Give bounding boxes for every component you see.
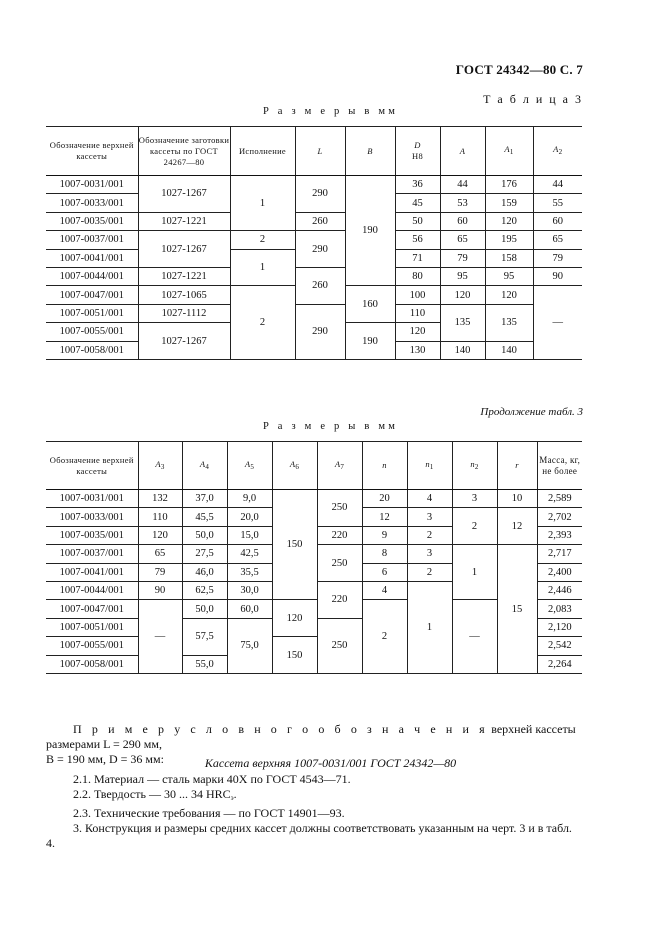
table-cell: 120	[272, 600, 317, 637]
table-cell: 1027-1267	[138, 323, 230, 360]
table-cell: 20	[362, 490, 407, 508]
table-cell: 60	[533, 212, 582, 230]
col-A1: $A_1$	[485, 127, 533, 176]
col-n2: $n_2$	[452, 442, 497, 490]
table-cell: 9,0	[227, 490, 272, 508]
col-A7: $A_7$	[317, 442, 362, 490]
col-n: n	[362, 442, 407, 490]
table-cell: 1	[452, 545, 497, 600]
table-cell: 1007-0035/001	[46, 526, 138, 544]
table-cell: 160	[345, 286, 395, 323]
table-3-part-2	[46, 441, 582, 674]
table-cell: 1007-0044/001	[46, 267, 138, 285]
col-n1: $n_1$	[407, 442, 452, 490]
table-cell: 9	[362, 526, 407, 544]
table-cell: 140	[440, 341, 485, 359]
col-A4: $A_4$	[182, 442, 227, 490]
col-D	[395, 127, 440, 176]
table-cell: 260	[295, 267, 345, 304]
col-A: A	[440, 127, 485, 176]
table-cell: 2,446	[537, 581, 582, 599]
dimensions-label: Р а з м е р ы в мм	[262, 106, 399, 117]
table-cell: 27,5	[182, 545, 227, 563]
table-cell: 1	[230, 176, 295, 231]
table-cell: 2,400	[537, 563, 582, 581]
col-version: Исполнение	[230, 127, 295, 176]
table-cell: 90	[138, 581, 182, 599]
table-cell: 3	[452, 490, 497, 508]
example-text: верхней кассеты размерами L = 290 мм,	[46, 722, 576, 751]
table-cell: —	[452, 600, 497, 674]
table-cell: 95	[485, 267, 533, 285]
table-cell: 53	[440, 194, 485, 212]
table-cell: 1027-1221	[138, 267, 230, 285]
table-cell: 1027-1065	[138, 286, 230, 304]
table-cell: 50,0	[182, 526, 227, 544]
table-cell: 195	[485, 231, 533, 249]
table-cell: 120	[485, 212, 533, 230]
table-cell: 80	[395, 267, 440, 285]
table-cell: 260	[295, 212, 345, 230]
col-A3: $A_3$	[138, 442, 182, 490]
table-cell: 71	[395, 249, 440, 267]
table-cell: 1007-0051/001	[46, 618, 138, 636]
table-cell: 2,702	[537, 508, 582, 526]
table-cell: 35,5	[227, 563, 272, 581]
table-cell: 30,0	[227, 581, 272, 599]
table-cell: 1007-0055/001	[46, 323, 138, 341]
dimensions-label-2: Р а з м е р ы в мм	[262, 421, 399, 432]
table-cell: 65	[533, 231, 582, 249]
table-cell: 8	[362, 545, 407, 563]
table-cell: 290	[295, 304, 345, 359]
table-cell: 12	[362, 508, 407, 526]
table-cell: 55,0	[182, 655, 227, 673]
table-cell: 120	[138, 526, 182, 544]
table-cell: 2,542	[537, 637, 582, 655]
table-cell: 50	[395, 212, 440, 230]
table-cell: 60	[440, 212, 485, 230]
table-cell: 46,0	[182, 563, 227, 581]
table-caption: Т а б л и ц а 3	[483, 92, 583, 106]
table-cell: 42,5	[227, 545, 272, 563]
table-cell: 12	[497, 508, 537, 545]
table-cell: 1007-0035/001	[46, 212, 138, 230]
col-designation: Обозначение верхней кассеты	[46, 127, 138, 176]
table-cell: 37,0	[182, 490, 227, 508]
table-cell: 190	[345, 176, 395, 286]
table-cell: 220	[317, 581, 362, 618]
table-cell: 10	[497, 490, 537, 508]
table-cell: 2	[230, 231, 295, 249]
table-cell: 79	[138, 563, 182, 581]
col-blank: Обозначение заготовки кассеты по ГОСТ 24267—80	[138, 127, 230, 176]
col-designation: Обозначение верхней кассеты	[46, 442, 138, 490]
col-D-label: D	[414, 140, 421, 150]
table-cell: 2,393	[537, 526, 582, 544]
table-cell: 120	[440, 286, 485, 304]
table-cell: 65	[138, 545, 182, 563]
table-cell: 50,0	[182, 600, 227, 618]
col-D-tolerance: H8	[412, 151, 423, 161]
table-cell: 1007-0058/001	[46, 655, 138, 673]
table-cell: 110	[395, 304, 440, 322]
table-cell: 44	[533, 176, 582, 194]
table-cell: 290	[295, 231, 345, 268]
table-cell: —	[533, 286, 582, 360]
example-lead: П р и м е р у с л о в н о г о о б о з н а ч е н и я	[73, 722, 489, 736]
table-cell: 100	[395, 286, 440, 304]
table-cell: 2	[407, 526, 452, 544]
table-cell: 2,589	[537, 490, 582, 508]
table-cell: 158	[485, 249, 533, 267]
table-cell: 3	[407, 508, 452, 526]
point-2-3: 2.3. Технические требования — по ГОСТ 14901—93.	[73, 806, 345, 820]
table-cell: 1007-0055/001	[46, 637, 138, 655]
table-cell: 15,0	[227, 526, 272, 544]
table-cell: 132	[138, 490, 182, 508]
table-cell: 1007-0047/001	[46, 600, 138, 618]
table-cell: 1027-1267	[138, 176, 230, 213]
table-cell: 1007-0047/001	[46, 286, 138, 304]
table-cell: 57,5	[182, 618, 227, 655]
table-cell: 159	[485, 194, 533, 212]
table-cell: 120	[395, 323, 440, 341]
col-r: r	[497, 442, 537, 490]
table-cell: 220	[317, 526, 362, 544]
table-cell: 1	[230, 249, 295, 286]
table-cell: 56	[395, 231, 440, 249]
table-cell: 1	[407, 581, 452, 673]
continuation-label: Продолжение табл. 3	[480, 406, 583, 418]
table-cell: 1007-0037/001	[46, 231, 138, 249]
table-cell: 2,120	[537, 618, 582, 636]
table-cell: 1007-0044/001	[46, 581, 138, 599]
table-cell: 44	[440, 176, 485, 194]
table-cell: 60,0	[227, 600, 272, 618]
table-cell: 250	[317, 545, 362, 582]
table-cell: 250	[317, 490, 362, 527]
table-cell: 1007-0033/001	[46, 508, 138, 526]
col-mass: Масса, кг, не более	[537, 442, 582, 490]
table-cell: 1027-1221	[138, 212, 230, 230]
table-cell: 45	[395, 194, 440, 212]
table-cell: 290	[295, 176, 345, 213]
col-B: B	[345, 127, 395, 176]
table-cell: 62,5	[182, 581, 227, 599]
table-cell: 2,717	[537, 545, 582, 563]
table-cell: 36	[395, 176, 440, 194]
table-cell: 90	[533, 267, 582, 285]
table-cell: 2	[362, 600, 407, 674]
table-cell: 250	[317, 618, 362, 673]
table-cell: 15	[497, 545, 537, 674]
table-cell: 110	[138, 508, 182, 526]
table-cell: 4	[407, 490, 452, 508]
table-cell: 135	[440, 304, 485, 341]
table-cell: 120	[485, 286, 533, 304]
table-cell: 20,0	[227, 508, 272, 526]
table-cell: 55	[533, 194, 582, 212]
point-3: 3. Конструкция и размеры средних кассет должны соответствовать указанным на черт. 3 и в табл. 4.	[46, 821, 572, 850]
table-cell: 6	[362, 563, 407, 581]
table-cell: 140	[485, 341, 533, 359]
table-cell: 2	[407, 563, 452, 581]
table-cell: 3	[407, 545, 452, 563]
table-cell: 75,0	[227, 618, 272, 673]
table-cell: 2	[230, 286, 295, 360]
col-A6: $A_6$	[272, 442, 317, 490]
table-cell: 190	[345, 323, 395, 360]
table-3-part-1	[46, 126, 582, 360]
table-cell: 1007-0051/001	[46, 304, 138, 322]
table-cell: 79	[533, 249, 582, 267]
table-cell: 1027-1267	[138, 231, 230, 268]
table-cell: 4	[362, 581, 407, 599]
table-cell: 45,5	[182, 508, 227, 526]
col-L: L	[295, 127, 345, 176]
table-cell: 1007-0031/001	[46, 176, 138, 194]
table-cell: 1007-0041/001	[46, 249, 138, 267]
table-cell: 1007-0033/001	[46, 194, 138, 212]
col-A5: $A_5$	[227, 442, 272, 490]
requirements-list	[46, 772, 582, 851]
example-text-2: B = 190 мм, D = 36 мм:	[46, 752, 164, 766]
table-cell: 95	[440, 267, 485, 285]
table-cell: 2	[452, 508, 497, 545]
table-cell: 65	[440, 231, 485, 249]
table-cell: —	[138, 600, 182, 674]
table-cell: 150	[272, 637, 317, 674]
table-cell: 2,264	[537, 655, 582, 673]
col-A2: $A_2$	[533, 127, 582, 176]
page-header: ГОСТ 24342—80 С. 7	[455, 62, 583, 77]
table-cell: 150	[272, 490, 317, 600]
table-cell: 1007-0037/001	[46, 545, 138, 563]
table-cell: 1027-1112	[138, 304, 230, 322]
table-cell: 1007-0058/001	[46, 341, 138, 359]
table-cell: 1007-0041/001	[46, 563, 138, 581]
point-2-1: 2.1. Материал — сталь марки 40Х по ГОСТ 4543—71.	[73, 772, 351, 786]
example-designation: Кассета верхняя 1007-0031/001 ГОСТ 24342—80	[204, 756, 457, 770]
table-cell: 176	[485, 176, 533, 194]
point-2-2: 2.2. Твердость — 30 ... 34 $HRC_э$.	[73, 787, 237, 802]
table-cell: 79	[440, 249, 485, 267]
table-cell: 130	[395, 341, 440, 359]
table-cell: 135	[485, 304, 533, 341]
table-cell: 2,083	[537, 600, 582, 618]
table-cell: 1007-0031/001	[46, 490, 138, 508]
